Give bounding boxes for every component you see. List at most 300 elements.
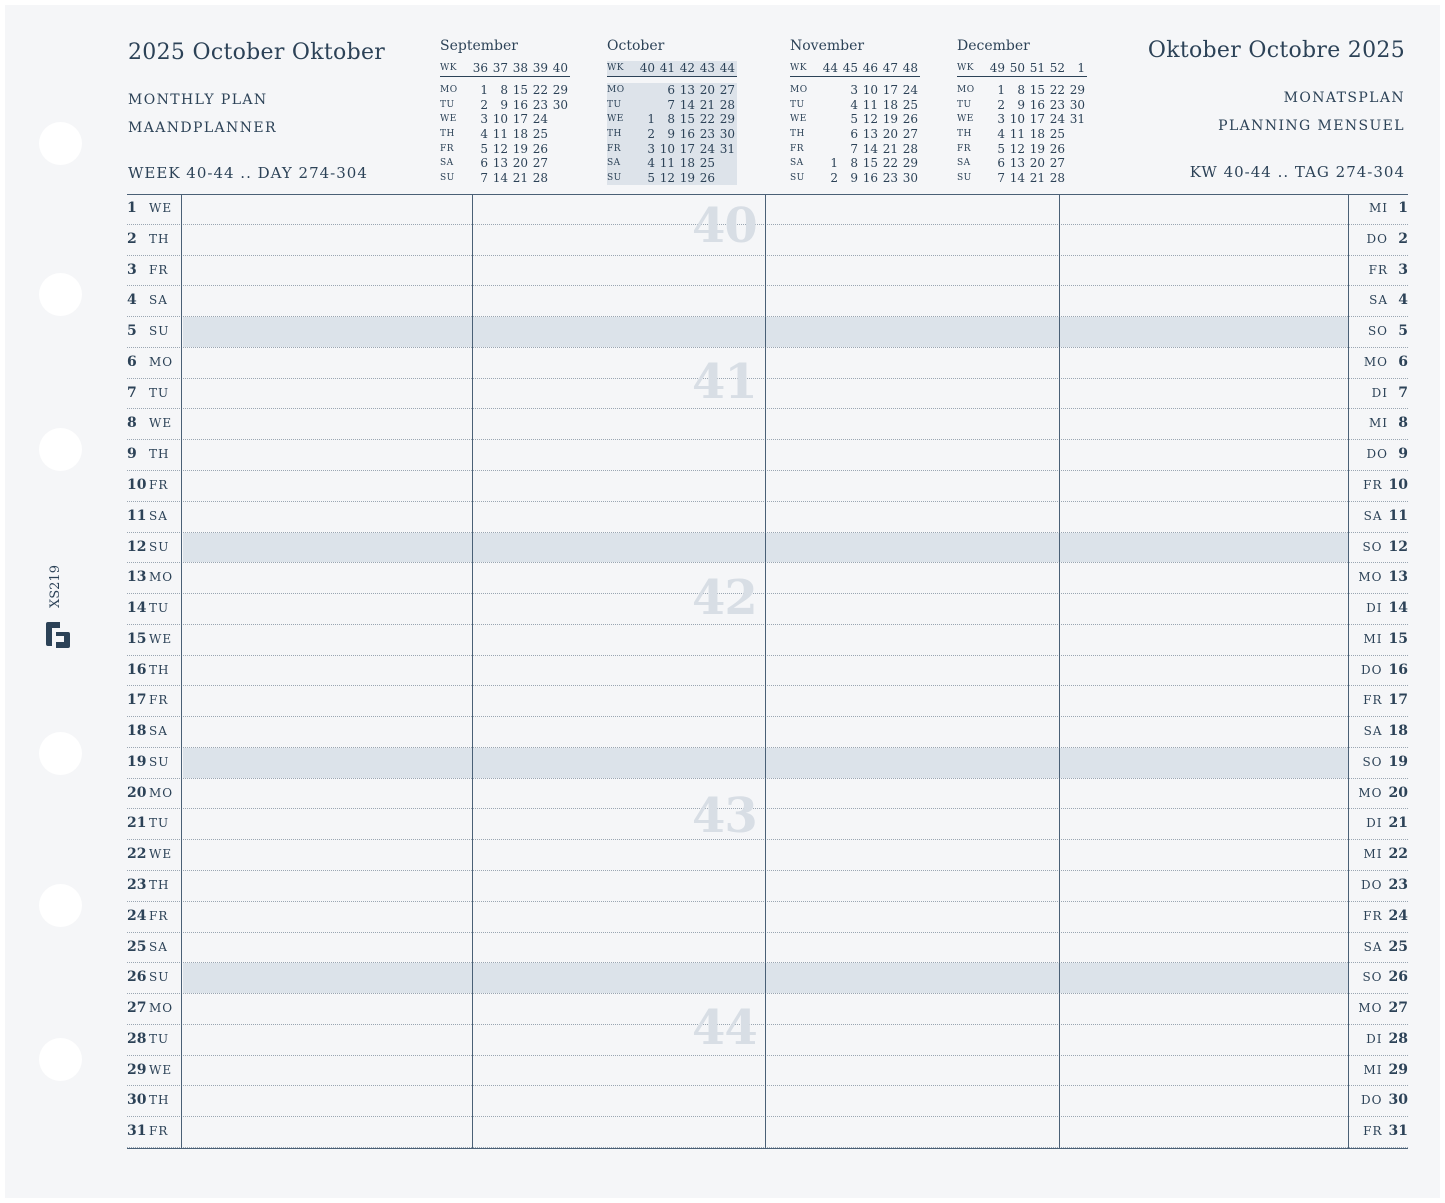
weekday-de: MI	[1368, 416, 1388, 431]
day-number: 19	[1388, 753, 1408, 770]
date-cell: 21	[882, 141, 898, 156]
week-number: 37	[492, 60, 508, 75]
date-cell: 1	[830, 156, 838, 171]
week-label: WK	[957, 62, 974, 73]
date-cell: 23	[532, 97, 548, 112]
grid-bottom-border	[127, 1148, 1408, 1149]
date-cell: 31	[1069, 112, 1085, 127]
day-number: 7	[127, 384, 137, 401]
mini-calendar-day-row	[957, 127, 1087, 142]
weekday-en: TU	[149, 1031, 170, 1046]
date-cell: 10	[659, 141, 675, 156]
date-cell: 10	[1009, 112, 1025, 127]
weekday-label: MO	[440, 85, 458, 96]
date-cell: 28	[1049, 170, 1065, 185]
day-row[interactable]	[127, 840, 1408, 871]
mini-calendar-week-row	[440, 61, 570, 77]
day-label-left	[127, 662, 169, 678]
mini-calendar-day-row	[607, 127, 737, 142]
date-cell: 1	[647, 112, 655, 127]
day-number: 3	[127, 261, 137, 278]
date-cell: 13	[1009, 156, 1025, 171]
weekday-de: DI	[1366, 1031, 1383, 1046]
date-cell: 2	[997, 97, 1005, 112]
date-cell: 24	[699, 141, 715, 156]
weekday-de: DO	[1366, 447, 1388, 462]
day-label-left	[127, 1092, 169, 1108]
weekday-en: SA	[149, 293, 168, 308]
day-row[interactable]	[127, 256, 1408, 287]
day-number: 29	[1388, 1061, 1408, 1078]
day-number: 5	[127, 323, 137, 340]
mini-calendar-week-row	[790, 61, 920, 77]
week-number-watermark: 44	[692, 1000, 757, 1056]
mini-calendar-day-row	[440, 83, 570, 98]
day-number: 26	[127, 969, 147, 986]
day-row[interactable]	[127, 317, 1408, 348]
weekday-de: SA	[1363, 724, 1383, 739]
mini-calendar-day-row	[607, 156, 737, 171]
day-row[interactable]	[127, 656, 1408, 687]
date-cell: 21	[1029, 170, 1045, 185]
date-cell: 27	[719, 83, 735, 98]
weekday-de: DO	[1361, 662, 1383, 677]
day-row[interactable]	[127, 748, 1408, 779]
weekday-de: MI	[1363, 1062, 1383, 1077]
day-number: 30	[1388, 1092, 1408, 1109]
date-cell: 22	[699, 112, 715, 127]
date-cell: 27	[1049, 156, 1065, 171]
day-number: 5	[1398, 323, 1408, 340]
date-cell: 7	[850, 141, 858, 156]
day-number: 3	[1398, 261, 1408, 278]
day-number: 1	[127, 200, 137, 216]
date-cell: 5	[850, 112, 858, 127]
date-cell: 28	[902, 141, 918, 156]
day-number: 10	[127, 476, 147, 493]
day-label-right	[1368, 323, 1408, 339]
day-label-right	[1369, 262, 1408, 278]
date-cell: 19	[882, 112, 898, 127]
day-label-right	[1364, 354, 1408, 370]
mini-calendar-october	[607, 38, 737, 185]
day-number: 4	[127, 292, 137, 309]
date-cell: 26	[532, 141, 548, 156]
mini-calendar-september	[440, 38, 570, 185]
weekday-de: MI	[1363, 847, 1383, 862]
weekday-label: TU	[440, 99, 455, 110]
week-number: 40	[639, 60, 655, 75]
day-row[interactable]	[127, 963, 1408, 994]
day-label-left	[127, 354, 173, 370]
weekday-en: TH	[149, 878, 170, 893]
day-label-right	[1363, 846, 1408, 862]
date-cell: 23	[1049, 97, 1065, 112]
weekday-label: SA	[957, 158, 971, 169]
date-cell: 17	[1029, 112, 1045, 127]
day-number: 20	[1388, 784, 1408, 801]
weekday-de: MO	[1358, 570, 1383, 585]
product-code: XS219	[48, 565, 63, 608]
date-cell: 29	[902, 156, 918, 171]
day-number: 16	[127, 661, 147, 678]
date-cell: 8	[1017, 83, 1025, 98]
day-label-left	[127, 939, 168, 955]
day-label-right	[1363, 631, 1408, 647]
day-label-right	[1366, 1031, 1408, 1047]
day-label-right	[1363, 908, 1408, 924]
day-number: 18	[127, 723, 147, 740]
day-row[interactable]	[127, 533, 1408, 564]
day-label-right	[1372, 385, 1408, 401]
mini-calendar-day-row	[790, 156, 920, 171]
week-number: 44	[822, 60, 838, 75]
punch-hole	[39, 884, 82, 927]
weekday-label: SA	[790, 158, 804, 169]
date-cell: 27	[532, 156, 548, 171]
weekday-de: MI	[1363, 631, 1383, 646]
column-divider	[181, 194, 182, 1149]
day-row[interactable]	[127, 717, 1408, 748]
day-row[interactable]	[127, 348, 1408, 379]
day-label-left	[127, 1062, 172, 1078]
weekday-de: FR	[1363, 908, 1383, 923]
date-cell: 7	[667, 97, 675, 112]
date-cell: 6	[997, 156, 1005, 171]
weekday-de: MO	[1358, 785, 1383, 800]
week-number: 1	[1077, 60, 1085, 75]
weekday-en: TH	[149, 231, 170, 246]
day-label-right	[1362, 754, 1408, 770]
day-number: 21	[1388, 815, 1408, 832]
date-cell: 12	[659, 170, 675, 185]
weekday-de: DI	[1371, 385, 1388, 400]
day-label-left	[127, 908, 168, 924]
day-number: 15	[1388, 630, 1408, 647]
date-cell: 29	[1069, 83, 1085, 98]
date-cell: 13	[679, 83, 695, 98]
week-number: 46	[862, 60, 878, 75]
weekday-en: WE	[149, 1062, 173, 1077]
date-cell: 17	[679, 141, 695, 156]
header-title-left: 2025 October Oktober	[128, 40, 386, 65]
week-label: WK	[607, 62, 624, 73]
day-label-left	[127, 292, 168, 308]
day-number: 22	[1388, 846, 1408, 863]
day-number: 11	[1388, 507, 1408, 524]
weekday-label: FR	[790, 143, 805, 154]
mini-calendar-day-row	[607, 141, 737, 156]
weekday-en: FR	[149, 262, 169, 277]
day-row[interactable]	[127, 563, 1408, 594]
day-label-right	[1363, 477, 1408, 493]
weekday-label: TU	[957, 99, 972, 110]
weekday-de: SO	[1362, 754, 1383, 769]
weekday-en: TU	[149, 601, 170, 616]
day-label-right	[1369, 415, 1408, 431]
weekday-en: FR	[149, 908, 169, 923]
day-number: 10	[1388, 476, 1408, 493]
date-cell: 18	[679, 156, 695, 171]
day-number: 9	[127, 446, 137, 463]
date-cell: 1	[997, 83, 1005, 98]
day-row[interactable]	[127, 1086, 1408, 1117]
day-row[interactable]	[127, 286, 1408, 317]
punch-hole	[39, 428, 82, 471]
weekday-label: TH	[957, 129, 972, 140]
mini-calendar-day-row	[607, 83, 737, 98]
weekday-de: DO	[1361, 1093, 1383, 1108]
weekday-label: MO	[957, 85, 975, 96]
day-label-left	[127, 631, 172, 647]
day-label-left	[127, 1031, 169, 1047]
weekday-label: TH	[440, 129, 455, 140]
weekday-de: SO	[1367, 324, 1388, 339]
day-row[interactable]	[127, 686, 1408, 717]
day-row[interactable]	[127, 471, 1408, 502]
date-cell: 5	[480, 141, 488, 156]
brand-logo-icon	[44, 620, 72, 650]
weekday-de: SA	[1363, 939, 1383, 954]
mini-calendar-day-row	[440, 156, 570, 171]
weekday-label: FR	[440, 143, 455, 154]
date-cell: 30	[1069, 97, 1085, 112]
date-cell: 21	[512, 170, 528, 185]
week-number: 45	[842, 60, 858, 75]
weekday-en: SA	[149, 724, 168, 739]
day-label-left	[127, 539, 169, 555]
day-row[interactable]	[127, 1117, 1408, 1148]
day-number: 14	[127, 600, 147, 617]
date-cell: 14	[1009, 170, 1025, 185]
weekday-en: MO	[149, 354, 174, 369]
mini-calendar-month: October	[607, 38, 665, 54]
date-cell: 2	[647, 127, 655, 142]
date-cell: 9	[667, 127, 675, 142]
day-row[interactable]	[127, 440, 1408, 471]
day-number: 27	[127, 1000, 147, 1017]
week-number-watermark: 42	[692, 570, 757, 626]
date-cell: 16	[1029, 97, 1045, 112]
week-number: 41	[659, 60, 675, 75]
grid-top-border	[127, 194, 1408, 195]
day-label-right	[1358, 569, 1408, 585]
mini-calendar-day-row	[790, 83, 920, 98]
date-cell: 1	[480, 83, 488, 98]
date-cell: 22	[1049, 83, 1065, 98]
day-number: 27	[1388, 1000, 1408, 1017]
weekday-de: FR	[1368, 262, 1388, 277]
mini-calendar-day-row	[957, 83, 1087, 98]
day-label-right	[1363, 1123, 1408, 1139]
day-row[interactable]	[127, 933, 1408, 964]
week-number: 50	[1009, 60, 1025, 75]
weekday-label: FR	[607, 143, 622, 154]
week-number: 43	[699, 60, 715, 75]
date-cell: 9	[1017, 97, 1025, 112]
weekday-de: DI	[1366, 816, 1383, 831]
mini-calendar-day-row	[790, 112, 920, 127]
day-row[interactable]	[127, 194, 1408, 225]
weekday-de: SA	[1369, 293, 1388, 308]
day-label-left	[127, 754, 169, 770]
week-label: WK	[790, 62, 807, 73]
day-number: 12	[1388, 538, 1408, 555]
day-number: 24	[1388, 907, 1408, 924]
punch-hole	[39, 732, 82, 775]
weekday-en: MO	[149, 785, 174, 800]
weekday-de: SO	[1362, 970, 1383, 985]
day-row[interactable]	[127, 1056, 1408, 1087]
weekday-en: MO	[149, 1001, 174, 1016]
day-label-left	[127, 815, 169, 831]
date-cell: 14	[679, 97, 695, 112]
weekday-de: MO	[1363, 354, 1388, 369]
date-cell: 3	[480, 112, 488, 127]
date-cell: 10	[862, 83, 878, 98]
week-number-watermark: 43	[692, 788, 757, 844]
day-label-right	[1367, 446, 1408, 462]
mini-calendar-day-row	[440, 171, 570, 186]
header-title-right: Oktober Octobre 2025	[1147, 38, 1405, 63]
mini-calendar-week-row	[607, 61, 737, 77]
date-cell: 24	[902, 83, 918, 98]
date-cell: 11	[1009, 127, 1025, 142]
weekday-de: FR	[1363, 477, 1383, 492]
date-cell: 4	[850, 97, 858, 112]
date-cell: 7	[480, 170, 488, 185]
weekday-label: TH	[607, 129, 622, 140]
weekday-label: SA	[440, 158, 454, 169]
day-label-right	[1366, 815, 1408, 831]
weekday-label: WE	[440, 114, 457, 125]
day-number: 9	[1398, 446, 1408, 463]
date-cell: 4	[997, 127, 1005, 142]
date-cell: 16	[862, 170, 878, 185]
day-row[interactable]	[127, 779, 1408, 810]
mini-calendar-day-row	[957, 156, 1087, 171]
date-cell: 17	[882, 83, 898, 98]
date-cell: 11	[659, 156, 675, 171]
day-number: 25	[127, 938, 147, 955]
day-label-left	[127, 600, 169, 616]
day-number: 14	[1388, 600, 1408, 617]
day-number: 11	[127, 507, 147, 524]
week-number: 51	[1029, 60, 1045, 75]
day-row[interactable]	[127, 502, 1408, 533]
day-label-left	[127, 262, 168, 278]
day-row[interactable]	[127, 594, 1408, 625]
date-cell: 11	[862, 97, 878, 112]
day-number: 23	[127, 877, 147, 894]
weekday-en: FR	[149, 1124, 169, 1139]
date-cell: 6	[480, 156, 488, 171]
date-cell: 22	[882, 156, 898, 171]
weekday-de: MI	[1368, 201, 1388, 215]
day-row[interactable]	[127, 809, 1408, 840]
day-row[interactable]	[127, 379, 1408, 410]
date-cell: 28	[532, 170, 548, 185]
day-label-right	[1364, 939, 1408, 955]
weekday-en: WE	[149, 631, 173, 646]
mini-calendar-day-row	[790, 171, 920, 186]
day-label-left	[127, 877, 169, 893]
date-cell: 19	[679, 170, 695, 185]
date-cell: 4	[647, 156, 655, 171]
date-cell: 8	[500, 83, 508, 98]
date-cell: 24	[1049, 112, 1065, 127]
punch-hole	[39, 122, 82, 165]
header-week-range-left: WEEK 40-44 .. DAY 274-304	[128, 164, 368, 182]
day-label-right	[1362, 539, 1408, 555]
week-number-watermark: 41	[692, 354, 757, 410]
day-row[interactable]	[127, 994, 1408, 1025]
day-label-left	[127, 385, 169, 401]
weekday-de: DO	[1361, 878, 1383, 893]
date-cell: 20	[1029, 156, 1045, 171]
day-row[interactable]	[127, 225, 1408, 256]
day-label-left	[127, 508, 168, 524]
weekday-label: WE	[790, 114, 807, 125]
date-cell: 25	[902, 97, 918, 112]
mini-calendar-month: December	[957, 38, 1030, 54]
date-cell: 12	[492, 141, 508, 156]
date-cell: 28	[719, 97, 735, 112]
day-row[interactable]	[127, 409, 1408, 440]
week-label: WK	[440, 62, 457, 73]
day-number: 2	[127, 230, 137, 247]
week-number: 42	[679, 60, 695, 75]
mini-calendar-day-row	[957, 141, 1087, 156]
day-number: 15	[127, 630, 147, 647]
date-cell: 3	[997, 112, 1005, 127]
date-cell: 29	[719, 112, 735, 127]
day-number: 28	[127, 1030, 147, 1047]
day-label-right	[1363, 1062, 1408, 1078]
mini-calendar-day-row	[957, 98, 1087, 113]
date-cell: 20	[699, 83, 715, 98]
date-cell: 15	[862, 156, 878, 171]
day-number: 21	[127, 815, 147, 832]
day-row[interactable]	[127, 902, 1408, 933]
date-cell: 18	[512, 127, 528, 142]
mini-calendar-day-row	[607, 98, 737, 113]
day-row[interactable]	[127, 625, 1408, 656]
date-cell: 29	[552, 83, 568, 98]
day-label-right	[1358, 785, 1408, 801]
date-cell: 19	[1029, 141, 1045, 156]
day-label-left	[127, 415, 172, 431]
day-row[interactable]	[127, 1025, 1408, 1056]
date-cell: 14	[492, 170, 508, 185]
day-row[interactable]	[127, 871, 1408, 902]
mini-calendar-december	[957, 38, 1087, 185]
date-cell: 23	[882, 170, 898, 185]
week-number: 52	[1049, 60, 1065, 75]
mini-calendar-day-row	[607, 171, 737, 186]
date-cell: 13	[862, 127, 878, 142]
weekday-label: SU	[790, 172, 805, 183]
date-cell: 12	[862, 112, 878, 127]
mini-calendar-day-row	[440, 98, 570, 113]
header-subtitle-de: MONATSPLAN	[1283, 90, 1405, 106]
punch-hole	[39, 273, 82, 316]
weekday-en: TH	[149, 662, 170, 677]
day-label-right	[1367, 231, 1408, 247]
punch-hole	[39, 1038, 82, 1081]
date-cell: 21	[699, 97, 715, 112]
weekday-de: SO	[1362, 539, 1383, 554]
